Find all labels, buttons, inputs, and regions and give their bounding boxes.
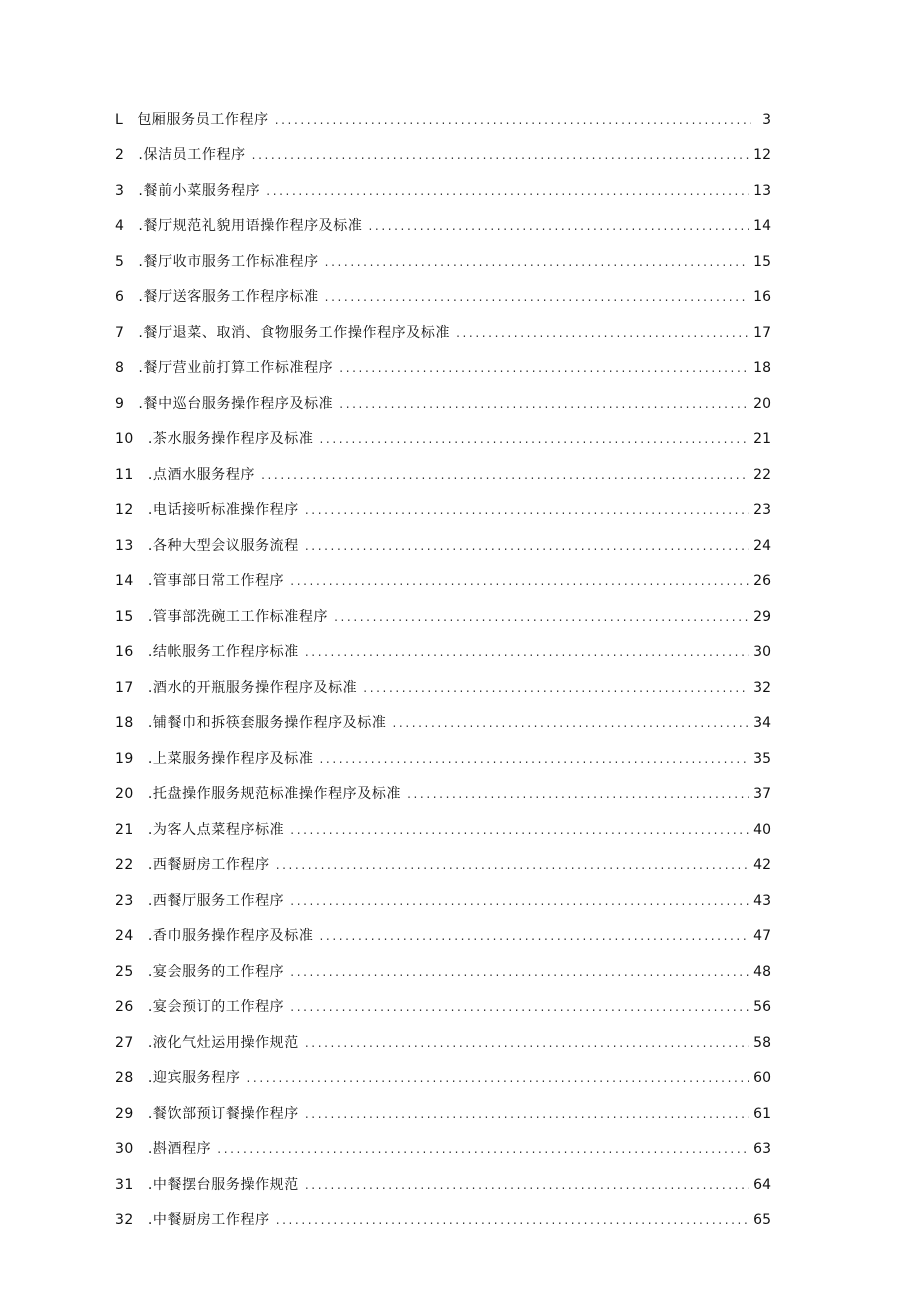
toc-entry-page-number: 40 (753, 821, 771, 838)
toc-entry[interactable] (115, 209, 771, 245)
toc-dot-leader (290, 575, 749, 587)
toc-entry-page-number: 3 (762, 111, 771, 128)
toc-entry[interactable] (115, 599, 771, 635)
toc-entry-number: 3 (115, 182, 125, 199)
toc-dot-leader (217, 1143, 749, 1155)
toc-dot-leader (266, 185, 749, 197)
toc-entry-page-number: 14 (753, 218, 771, 235)
toc-dot-leader (275, 114, 751, 126)
toc-entry[interactable] (115, 777, 771, 813)
toc-entry-title: .西餐厅服务工作程序 (147, 892, 285, 909)
toc-entry[interactable] (115, 280, 771, 316)
toc-entry-title: .点酒水服务程序 (147, 466, 256, 483)
toc-entry-number: 25 (115, 963, 134, 980)
toc-dot-leader (325, 256, 750, 268)
toc-entry-number: 8 (115, 360, 125, 377)
toc-entry-title: .餐厅收市服务工作标准程序 (138, 253, 319, 270)
toc-entry-number: 28 (115, 1070, 134, 1087)
toc-dot-leader (290, 966, 749, 978)
toc-entry-page-number: 37 (753, 786, 771, 803)
toc-entry[interactable] (115, 138, 771, 174)
toc-entry-number: 11 (115, 466, 134, 483)
toc-entry-title: .餐厅营业前打算工作标准程序 (138, 360, 334, 377)
toc-dot-leader (305, 504, 749, 516)
toc-dot-leader (339, 398, 749, 410)
toc-entry-title: .液化气灶运用操作规范 (147, 1034, 299, 1051)
toc-entry-number: 6 (115, 289, 125, 306)
toc-entry-page-number: 64 (753, 1176, 771, 1193)
toc-entry[interactable] (115, 173, 771, 209)
toc-entry-number: 7 (115, 324, 125, 341)
toc-dot-leader (334, 611, 749, 623)
toc-entry[interactable] (115, 1096, 771, 1132)
toc-entry-title: .香巾服务操作程序及标准 (147, 928, 314, 945)
toc-entry[interactable] (115, 741, 771, 777)
toc-dot-leader (246, 1072, 749, 1084)
toc-entry[interactable] (115, 990, 771, 1026)
toc-entry[interactable] (115, 386, 771, 422)
toc-entry[interactable] (115, 848, 771, 884)
toc-entry-page-number: 48 (753, 963, 771, 980)
toc-entry[interactable] (115, 812, 771, 848)
toc-dot-leader (276, 859, 749, 871)
toc-dot-leader (319, 930, 749, 942)
toc-entry-title: 包厢服务员工作程序 (137, 111, 269, 128)
toc-entry-title: .迎宾服务程序 (147, 1070, 241, 1087)
toc-entry[interactable] (115, 706, 771, 742)
toc-dot-leader (305, 1037, 749, 1049)
toc-entry[interactable] (115, 493, 771, 529)
toc-entry-page-number: 13 (753, 182, 771, 199)
toc-entry-title: .餐厅退菜、取消、食物服务工作操作程序及标准 (138, 324, 451, 341)
toc-entry-number: 32 (115, 1212, 134, 1229)
toc-entry-title: .管事部日常工作程序 (147, 573, 285, 590)
toc-entry-page-number: 26 (753, 573, 771, 590)
toc-entry-page-number: 60 (753, 1070, 771, 1087)
toc-entry-number: 9 (115, 395, 125, 412)
toc-entry-page-number: 65 (753, 1212, 771, 1229)
toc-entry-number: 5 (115, 253, 125, 270)
toc-entry-page-number: 16 (753, 289, 771, 306)
toc-dot-leader (252, 149, 750, 161)
toc-entry-title: .宴会预订的工作程序 (147, 999, 285, 1016)
toc-entry-number: 16 (115, 644, 134, 661)
toc-entry-number: 22 (115, 857, 134, 874)
toc-entry[interactable] (115, 102, 771, 138)
toc-entry-page-number: 18 (753, 360, 771, 377)
toc-dot-leader (325, 291, 750, 303)
toc-dot-leader (290, 1001, 749, 1013)
toc-entry-number: 14 (115, 573, 134, 590)
toc-entry-page-number: 32 (753, 679, 771, 696)
toc-dot-leader (339, 362, 749, 374)
toc-dot-leader (290, 895, 749, 907)
toc-entry-number: 26 (115, 999, 134, 1016)
toc-entry-page-number: 17 (753, 324, 771, 341)
toc-entry-page-number: 20 (753, 395, 771, 412)
toc-entry-page-number: 43 (753, 892, 771, 909)
toc-entry-number: 30 (115, 1141, 134, 1158)
toc-entry[interactable] (115, 919, 771, 955)
toc-entry-title: .餐前小菜服务程序 (138, 182, 261, 199)
toc-entry-page-number: 63 (753, 1141, 771, 1158)
toc-entry-number: 4 (115, 218, 125, 235)
toc-entry-page-number: 47 (753, 928, 771, 945)
toc-dot-leader (305, 1108, 749, 1120)
toc-entry-title: .托盘操作服务规范标准操作程序及标准 (147, 786, 402, 803)
toc-dot-leader (305, 646, 749, 658)
toc-dot-leader (456, 327, 749, 339)
toc-entry-page-number: 34 (753, 715, 771, 732)
toc-entry-page-number: 21 (753, 431, 771, 448)
toc-entry-number: 31 (115, 1176, 134, 1193)
toc-entry-page-number: 61 (753, 1105, 771, 1122)
toc-entry[interactable] (115, 564, 771, 600)
toc-entry-number: 20 (115, 786, 134, 803)
toc-entry-title: .铺餐巾和拆筷套服务操作程序及标准 (147, 715, 387, 732)
toc-entry-page-number: 22 (753, 466, 771, 483)
toc-entry-number: 12 (115, 502, 134, 519)
toc-entry-page-number: 24 (753, 537, 771, 554)
toc-entry-page-number: 58 (753, 1034, 771, 1051)
toc-dot-leader (368, 220, 749, 232)
toc-entry-number: 2 (115, 147, 125, 164)
toc-entry[interactable] (115, 954, 771, 990)
toc-entry[interactable] (115, 422, 771, 458)
toc-dot-leader (319, 433, 749, 445)
toc-entry[interactable] (115, 315, 771, 351)
toc-entry-title: .管事部洗碗工工作标准程序 (147, 608, 329, 625)
toc-entry-title: .酒水的开瓶服务操作程序及标准 (147, 679, 358, 696)
toc-entry[interactable] (115, 883, 771, 919)
toc-entry-page-number: 15 (753, 253, 771, 270)
toc-entry-number: 29 (115, 1105, 134, 1122)
toc-entry-title: .保洁员工作程序 (138, 147, 246, 164)
toc-dot-leader (276, 1214, 749, 1226)
toc-entry-number: 13 (115, 537, 134, 554)
toc-entry-title: .电话接听标准操作程序 (147, 502, 299, 519)
toc-dot-leader (305, 540, 749, 552)
toc-dot-leader (407, 788, 749, 800)
toc-dot-leader (261, 469, 749, 481)
toc-entry-page-number: 35 (753, 750, 771, 767)
toc-dot-leader (305, 1179, 749, 1191)
toc-entry-title: .中餐摆台服务操作规范 (147, 1176, 299, 1193)
toc-entry[interactable] (115, 457, 771, 493)
toc-entry[interactable] (115, 1203, 771, 1239)
toc-dot-leader (363, 682, 749, 694)
toc-entry-title: .为客人点菜程序标准 (147, 821, 285, 838)
toc-entry-number: 15 (115, 608, 134, 625)
toc-entry-number: 27 (115, 1034, 134, 1051)
toc-entry-title: .茶水服务操作程序及标准 (147, 431, 314, 448)
toc-entry-number: 24 (115, 928, 134, 945)
toc-entry[interactable] (115, 1167, 771, 1203)
toc-entry-page-number: 30 (753, 644, 771, 661)
toc-entry-title: .各种大型会议服务流程 (147, 537, 299, 554)
toc-dot-leader (290, 824, 749, 836)
toc-entry-number: 18 (115, 715, 134, 732)
toc-entry[interactable] (115, 351, 771, 387)
toc-entry-page-number: 56 (753, 999, 771, 1016)
toc-entry-title: .宴会服务的工作程序 (147, 963, 285, 980)
table-of-contents (115, 102, 771, 1238)
toc-entry[interactable] (115, 635, 771, 671)
toc-entry-number: 23 (115, 892, 134, 909)
toc-entry-title: .西餐厨房工作程序 (147, 857, 270, 874)
toc-entry-title: .中餐厨房工作程序 (147, 1212, 270, 1229)
toc-entry-page-number: 42 (753, 857, 771, 874)
toc-entry[interactable] (115, 244, 771, 280)
toc-dot-leader (319, 753, 749, 765)
toc-entry-number: 10 (115, 431, 134, 448)
toc-entry-title: .餐厅送客服务工作程序标准 (138, 289, 319, 306)
toc-entry-title: .餐中巡台服务操作程序及标准 (138, 395, 334, 412)
toc-entry[interactable] (115, 1132, 771, 1168)
toc-entry-title: .上菜服务操作程序及标准 (147, 750, 314, 767)
toc-entry-title: .结帐服务工作程序标准 (147, 644, 299, 661)
toc-entry-title: .餐饮部预订餐操作程序 (147, 1105, 299, 1122)
toc-entry-page-number: 12 (753, 147, 771, 164)
toc-entry-number: L (115, 111, 124, 128)
toc-entry-title: .斟酒程序 (147, 1141, 212, 1158)
toc-entry-page-number: 29 (753, 608, 771, 625)
toc-entry-page-number: 23 (753, 502, 771, 519)
toc-entry-number: 21 (115, 821, 134, 838)
toc-entry[interactable] (115, 670, 771, 706)
toc-dot-leader (392, 717, 749, 729)
toc-entry-number: 19 (115, 750, 134, 767)
toc-entry[interactable] (115, 1025, 771, 1061)
toc-entry-number: 17 (115, 679, 134, 696)
toc-entry-title: .餐厅规范礼貌用语操作程序及标准 (138, 218, 363, 235)
toc-entry[interactable] (115, 528, 771, 564)
toc-entry[interactable] (115, 1061, 771, 1097)
